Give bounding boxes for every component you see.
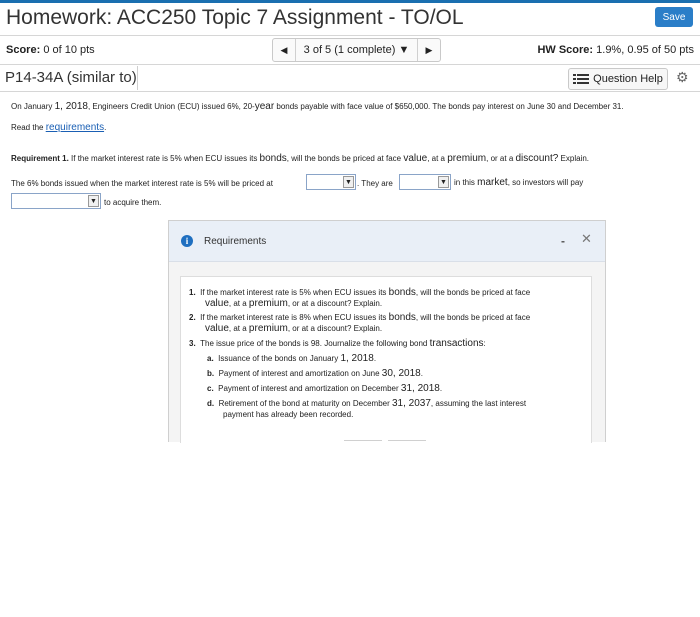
score-value: 0 of 10 pts <box>43 44 95 56</box>
market-type-dropdown[interactable] <box>399 174 451 190</box>
item-text: bonds <box>388 287 416 298</box>
req-text: If the market interest rate is 5% when ECU issues its <box>68 154 260 163</box>
req-text: bonds <box>259 153 287 164</box>
subitem-text: . <box>420 369 423 378</box>
answer-sentence-part-4: to acquire them. <box>104 198 162 207</box>
item-number: 1. <box>189 288 196 297</box>
chevron-down-icon: ▼ <box>88 195 99 207</box>
subitem-text: 1, 2018 <box>340 353 374 364</box>
requirement-item-2-line-2 <box>205 323 382 334</box>
item-text: premium <box>248 323 288 334</box>
chevron-down-icon: ▼ <box>398 44 410 56</box>
item-text: bonds <box>388 312 416 323</box>
subitem-letter: b. <box>207 369 215 378</box>
item-text: If the market interest rate is 8% when ECU issues its <box>200 313 389 322</box>
requirement-subitem-b <box>207 368 423 379</box>
item-text: , will the bonds be priced at face <box>415 288 531 297</box>
chevron-left-icon: ◀ <box>280 45 288 55</box>
save-button[interactable]: Save <box>655 7 693 27</box>
problem-intro <box>11 101 624 112</box>
item-text: value <box>205 298 229 309</box>
panel-tab-stub <box>388 440 426 441</box>
item-text: , at a <box>228 299 249 308</box>
subitem-text: Payment of interest and amortization on December <box>218 384 401 393</box>
chevron-down-icon: ▼ <box>438 176 449 188</box>
question-navigator <box>272 38 441 62</box>
panel-tab-stub <box>344 440 382 441</box>
chevron-down-icon: ▼ <box>343 176 354 188</box>
score-display <box>6 44 95 56</box>
sentence-text: in this <box>454 178 478 187</box>
req-text: , will the bonds be priced at face <box>286 154 404 163</box>
item-text: , at a <box>228 324 249 333</box>
item-text: premium <box>248 298 288 309</box>
minimize-icon[interactable]: - <box>561 234 565 248</box>
subitem-text: 31, 2018 <box>400 383 440 394</box>
intro-text: On January <box>11 102 55 111</box>
requirement-item-1-line-2 <box>205 298 382 309</box>
intro-text: , Engineers Credit Union (ECU) issued 6%, 20- <box>87 102 255 111</box>
requirement-label: Requirement 1. <box>11 154 69 163</box>
requirement-item-3 <box>189 338 486 349</box>
req-text: premium <box>447 153 487 164</box>
requirement-item-1 <box>189 287 530 298</box>
divider <box>0 35 700 36</box>
subitem-letter: a. <box>207 354 214 363</box>
answer-sentence-part-3 <box>454 177 583 188</box>
read-prefix: Read the <box>11 123 46 132</box>
top-accent-line <box>0 0 700 3</box>
item-text: value <box>205 323 229 334</box>
requirements-panel <box>168 220 606 442</box>
requirement-1-prompt <box>11 153 589 164</box>
previous-question-button[interactable] <box>273 39 296 61</box>
score-label: Score: <box>6 44 41 56</box>
subitem-text: Payment of interest and amortization on June <box>218 369 382 378</box>
subitem-text: . <box>439 384 443 393</box>
req-text: value <box>403 153 428 164</box>
subitem-text: Issuance of the bonds on January <box>218 354 341 363</box>
question-id: P14-34A (similar to) <box>0 66 138 90</box>
hw-score-display <box>537 44 694 56</box>
requirement-subitem-a <box>207 353 376 364</box>
price-level-dropdown[interactable] <box>306 174 356 190</box>
next-question-button[interactable] <box>417 39 440 61</box>
subitem-letter: c. <box>207 384 214 393</box>
item-number: 2. <box>189 313 196 322</box>
requirements-panel-header <box>169 221 605 262</box>
item-text: If the market interest rate is 5% when ECU issues its <box>200 288 389 297</box>
item-text: transactions <box>429 338 484 349</box>
hw-score-label: HW Score: <box>537 44 594 56</box>
question-help-label: Question Help <box>593 73 663 85</box>
item-text: , will the bonds be priced at face <box>415 313 531 322</box>
answer-sentence-part-2: . They are <box>357 179 393 188</box>
req-text: , at a <box>427 154 448 163</box>
item-number: 3. <box>189 339 196 348</box>
requirement-item-2 <box>189 312 530 323</box>
requirement-subitem-d-line-2: payment has already been recorded. <box>223 410 354 419</box>
subitem-text: , assuming the last interest <box>430 399 527 408</box>
subitem-text: 30, 2018 <box>381 368 421 379</box>
subitem-text: 31, 2037 <box>391 398 431 409</box>
sentence-text: , so investors will pay <box>507 178 584 187</box>
subitem-text: Retirement of the bond at maturity on December <box>218 399 392 408</box>
intro-year: year <box>254 101 275 112</box>
divider <box>0 64 700 65</box>
divider <box>0 91 700 92</box>
requirements-link[interactable]: requirements <box>45 122 105 133</box>
item-text: , or at a discount? Explain. <box>287 299 383 308</box>
question-help-button[interactable] <box>568 68 668 90</box>
requirement-subitem-d <box>207 398 526 409</box>
requirements-list <box>180 276 592 443</box>
req-text: Explain. <box>558 154 589 163</box>
info-icon: i <box>181 235 193 247</box>
hw-score-value: 1.9%, 0.95 of 50 pts <box>596 44 694 56</box>
intro-text: bonds payable with face value of $650,000. The bonds pay interest on June 30 and December 31. <box>274 102 624 111</box>
item-text: : <box>483 339 486 348</box>
chevron-right-icon: ▶ <box>425 45 433 55</box>
req-text: discount? <box>515 153 559 164</box>
subitem-letter: d. <box>207 399 215 408</box>
subitem-text: . <box>373 354 377 363</box>
item-text: The issue price of the bonds is 98. Journalize the following bond <box>200 339 430 348</box>
read-suffix: . <box>104 123 107 132</box>
intro-date: 1, 2018 <box>54 101 88 112</box>
list-icon <box>573 74 589 84</box>
item-text: , or at a discount? Explain. <box>287 324 383 333</box>
answer-sentence-part-1: The 6% bonds issued when the market interest rate is 5% will be priced at <box>11 179 273 188</box>
req-text: , or at a <box>486 154 516 163</box>
read-requirements-line <box>11 122 106 133</box>
sentence-text: market <box>477 177 508 188</box>
question-selector[interactable] <box>296 44 417 56</box>
page-title: Homework: ACC250 Topic 7 Assignment - TO/OL <box>6 6 464 29</box>
close-icon[interactable]: ✕ <box>581 231 592 246</box>
gear-icon[interactable]: ⚙ <box>676 69 689 85</box>
requirement-subitem-c <box>207 383 442 394</box>
investor-payment-dropdown[interactable] <box>11 193 101 209</box>
requirements-panel-title: Requirements <box>204 236 267 247</box>
question-progress-text: 3 of 5 (1 complete) <box>303 44 396 56</box>
